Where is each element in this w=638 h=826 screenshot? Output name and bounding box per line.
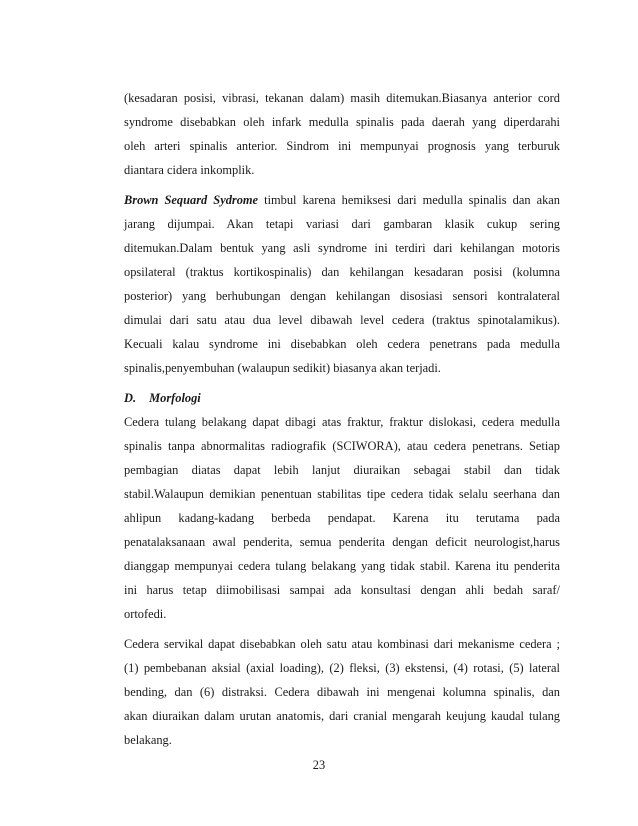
section-title: Morfologi: [149, 391, 201, 405]
text-line: pembagian diatas dapat lebih lanjut diuraikan sebagai stabil dan tidak: [124, 463, 560, 477]
text-line: ini harus tetap diimobilisasi sampai ada konsultasi dengan ahli bedah saraf/: [124, 583, 560, 597]
paragraph-brown-sequard: [124, 188, 560, 380]
text-line: spinalis tanpa abnormalitas radiografik (SCIWORA), atau cedera penetrans. Setiap: [124, 439, 560, 453]
text-line: bending, dan (6) distraksi. Cedera dibawah ini mengenai kolumna spinalis, dan: [124, 685, 560, 699]
text-line: dianggap mempunyai cedera tulang belakang yang tidak stabil. Karena itu penderita: [124, 559, 560, 573]
text-line: (1) pembebanan aksial (axial loading), (2) fleksi, (3) ekstensi, (4) rotasi, (5) lateral: [124, 661, 560, 675]
text-line: (kesadaran posisi, vibrasi, tekanan dalam) masih ditemukan.Biasanya anterior cord: [124, 91, 560, 105]
text-line: penatalaksanaan awal penderita, semua penderita dengan deficit neurologist,harus: [124, 535, 560, 549]
text-line: Kecuali kalau syndrome ini disebabkan oleh cedera penetrans pada medulla: [124, 337, 560, 351]
section-letter: D.: [124, 391, 137, 405]
document-page: [124, 86, 560, 758]
text-line: Cedera tulang belakang dapat dibagi atas fraktur, fraktur dislokasi, cedera medulla: [124, 415, 560, 429]
section-heading: [124, 386, 560, 410]
text-line: akan diuraikan dalam urutan anatomis, dari cranial mengarah keujung kaudal tulang: [124, 709, 560, 723]
paragraph-anterior-cord: [124, 86, 560, 182]
text-line: belakang.: [124, 733, 172, 747]
paragraph-cedera-servikal: [124, 632, 560, 752]
page-number: 23: [312, 758, 326, 772]
text-line: opsilateral (traktus kortikospinalis) dan kehilangan kesadaran posisi (kolumna: [124, 265, 560, 279]
text-line: spinalis,penyembuhan (walaupun sedikit) biasanya akan terjadi.: [124, 361, 441, 375]
text-line: ortofedi.: [124, 607, 167, 621]
text-line: syndrome disebabkan oleh infark medulla spinalis pada daerah yang diperdarahi: [124, 115, 560, 129]
text-line: dimulai dari satu atau dua level dibawah level cedera (traktus spinotalamikus).: [124, 313, 560, 327]
text-line: ditemukan.Dalam bentuk yang asli syndrome ini terdiri dari kehilangan motoris: [124, 241, 560, 255]
text-line: oleh arteri spinalis anterior. Sindrom ini mempunyai prognosis yang terburuk: [124, 139, 560, 153]
text-line: ahlipun kadang-kadang berbeda pendapat. Karena itu terutama pada: [124, 511, 560, 525]
text-line: jarang dijumpai. Akan tetapi variasi dari gambaran klasik cukup sering: [124, 217, 560, 231]
text-line: Cedera servikal dapat disebabkan oleh satu atau kombinasi dari mekanisme cedera ;: [124, 637, 560, 651]
term-brown-sequard: Brown Sequard Sydrome: [124, 193, 259, 207]
paragraph-morfologi: [124, 410, 560, 626]
text-line: posterior) yang berhubungan dengan kehilangan disosiasi sensori kontralateral: [124, 289, 560, 303]
text-line: stabil.Walaupun demikian penentuan stabilitas tipe cedera tidak selalu seerhana dan: [124, 487, 560, 501]
text-line: diantara cidera inkomplik.: [124, 163, 255, 177]
text-line: [124, 188, 560, 212]
text-line-rest: timbul karena hemiksesi dari medulla spinalis dan akan: [258, 193, 560, 207]
